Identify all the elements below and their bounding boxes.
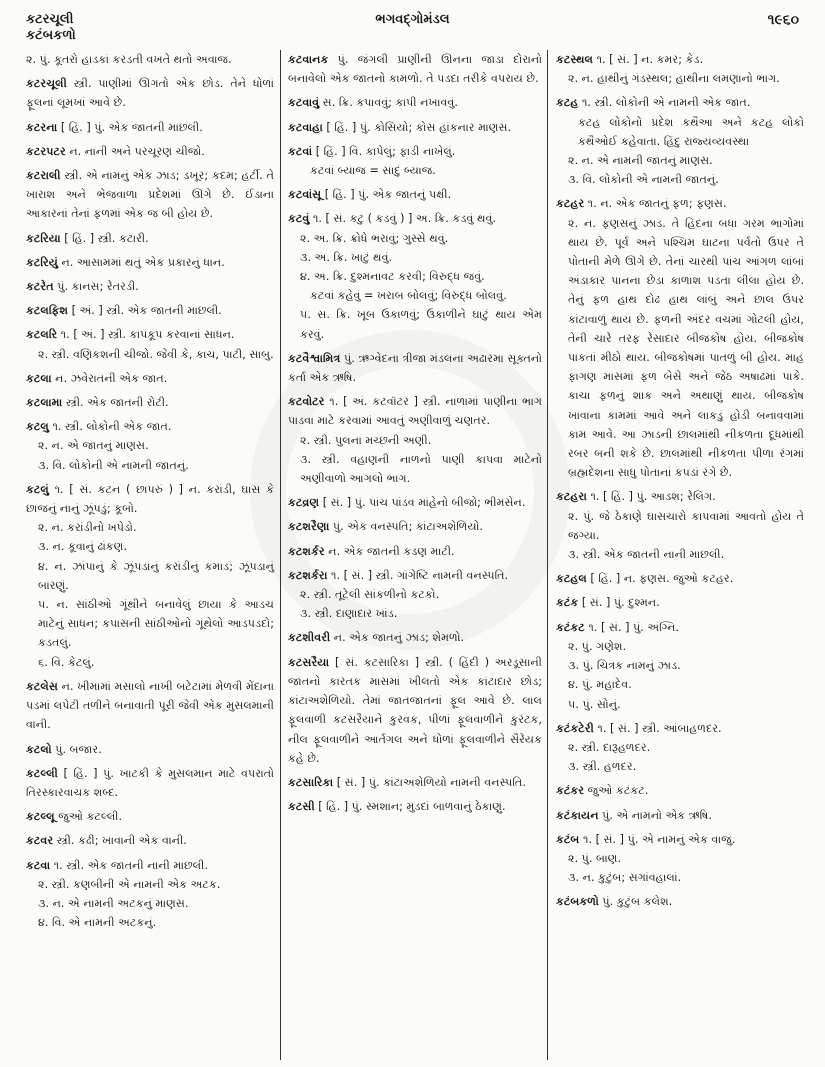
- definition-text: [ હિં. ] પું. એક જાતનું પક્ષી.: [324, 188, 452, 202]
- sense-line: [556, 637, 804, 656]
- sense-line: [556, 656, 804, 675]
- dictionary-entry: [26, 764, 274, 802]
- dictionary-entry: [556, 50, 804, 88]
- sense-line: [288, 431, 542, 450]
- sense-line: [288, 653, 542, 768]
- dictionary-entry: [288, 542, 542, 561]
- definition-text: [ અં. ] સ્ત્રી. એક જાતની માછલી.: [71, 304, 222, 318]
- dictionary-entry: [288, 628, 542, 647]
- sense-line: [26, 653, 274, 672]
- dictionary-entry: [26, 301, 274, 320]
- headword: કટલ્લૂ: [26, 810, 55, 824]
- sense-line: [26, 894, 274, 913]
- sense-line: [288, 267, 542, 286]
- definition-text: ૧. [ સં. કટન ( છાપરું ) ] ન. કરાંડી, ઘાસ કે છાજનું નાનું ઝૂંપડું; કૂબો.: [26, 482, 274, 516]
- dictionary-entry: [556, 194, 804, 482]
- headword: કટંકર: [556, 784, 585, 798]
- dictionary-entry: [556, 569, 804, 588]
- dictionary-entry: [288, 185, 542, 204]
- definition-text: ૫. ન. સાંઠીઓ ગૂંથીને બનાવેલું છાયા કે આડચ માટેનું સાધન; કપાસની સાંઠીઓનો ગૂંથેલો આડપડદો; કડતલું.: [38, 598, 274, 650]
- definition-text: ૨. સ્ત્રી. કણબીની એ નામની એક અટક.: [38, 877, 221, 891]
- sense-line: [288, 797, 542, 816]
- sense-line: [288, 93, 542, 112]
- definition-text: ૧. [ અં. ] સ્ત્રી. કાપકૂપ કરવાનાં સાધન.: [60, 328, 235, 342]
- sense-line: [556, 892, 804, 911]
- definition-text: ૫. સ. ક્રિ. ખૂબ ઉકાળવું; ઉકાળીને ઘાટું થાય એમ કરવું.: [300, 308, 542, 341]
- definition-text: કટવાં કહેવું = ખરાબ બોલવું; વિરુદ્ધ બોલવું.: [310, 289, 507, 303]
- sense-line: [556, 507, 804, 545]
- dictionary-entry: [288, 653, 542, 768]
- definition-text: જુઓ કટલ્લી.: [58, 810, 123, 824]
- dictionary-entry: [26, 325, 274, 363]
- definition-text: પું. કાનસ; રેતરડી.: [57, 280, 139, 294]
- definition-text: ૨. સ્ત્રી. પુલના મચ્છની અણી.: [300, 433, 432, 447]
- dictionary-entry: [288, 566, 542, 624]
- definition-text: ૨. અ. ક્રિ. ક્રોધે ભરાવું; ગુસ્સે થવું.: [300, 231, 449, 245]
- sense-line: [556, 695, 804, 714]
- sense-line: [288, 517, 542, 536]
- definition-text: સ્ત્રી. કઢી; ખાવાની એક વાની.: [56, 834, 187, 848]
- definition-text: [ સં. ] પું. કાંટાઅશેળિયો નામની વનસ્પતિ.: [336, 775, 526, 789]
- definition-text: [ હિં. ] પું. એક જાતની માછલી.: [60, 120, 203, 134]
- definition-text: પું. એક વનસ્પતિ; કાંટાઅશેળિયો.: [332, 520, 483, 534]
- definition-text: ૨. પું. ગણેશ.: [568, 639, 627, 653]
- dictionary-entry: [26, 831, 274, 850]
- definition-text: પું. કુટુંબ કલેશ.: [602, 895, 673, 909]
- definition-text: ૪. પું. મહાદેવ.: [568, 678, 632, 692]
- page-title: ભગવદ્ગોમંડલ: [375, 12, 450, 27]
- definition-text: ૨. સ્ત્રી. તૂટેલી સાંકળીનો કટકો.: [300, 588, 440, 602]
- definition-text: પું. ઋગ્વેદના ત્રીજા મંડલના અઢારમા સૂક્તનો કર્તા એક ઋષિ.: [288, 351, 542, 385]
- definition-text: ૨. સ્ત્રી. વણિકશની ચીજો. જેવી કે, કાચ, પાટી, સાબુ.: [38, 347, 274, 361]
- sense-line: [288, 142, 542, 161]
- definition-text: [ હિં. ] પું. કોસિયો; કોસ હાંકનાર માણસ.: [326, 120, 512, 134]
- headword: કટસરૈયા: [288, 655, 330, 669]
- dictionary-entry: [26, 166, 274, 224]
- sense-line: [288, 585, 542, 604]
- definition-text: ૩. ન. કુટુંબ; સગાંવહાલાં.: [568, 871, 682, 885]
- sense-line: [556, 170, 804, 189]
- definition-text: સ્ત્રી. એક જાતની રોટી.: [65, 396, 169, 410]
- definition-text: ન. ખીમામાં મસાલો નાખી બટેટામાં મેળવી મેંદાના પડમાં લપેટી તળીને બનાવાતી પૂરી જેવી એક મુસલમાની વાની.: [26, 679, 274, 732]
- sense-line: [288, 248, 542, 267]
- dictionary-entry: [26, 740, 274, 759]
- sense-line: [288, 118, 542, 137]
- sense-line: [556, 194, 804, 213]
- sense-line: [26, 369, 274, 388]
- dictionary-entry: [556, 93, 804, 189]
- page-header: [0, 8, 825, 48]
- definition-text: ૧. [ સં. ] પું. અગ્નિ.: [588, 620, 679, 634]
- headword: કટવાંસૂ: [288, 188, 322, 202]
- sense-line: [26, 856, 274, 875]
- sense-line: [26, 142, 274, 161]
- headword: કટલું: [26, 482, 49, 496]
- sense-line: [288, 542, 542, 561]
- headword: કટરચૂલી: [26, 77, 67, 91]
- usage-note: [288, 161, 542, 180]
- headword: કટલેસ: [26, 679, 58, 693]
- sense-line: [26, 595, 274, 653]
- definition-text: ૩. ન. કૂવાનું ઢાંકણ.: [38, 540, 128, 554]
- headword: કટવ્રણ: [288, 496, 320, 510]
- sense-line: [288, 773, 542, 792]
- definition-text: ૩. ન. એ નામની અટકનું માણસ.: [38, 896, 189, 910]
- definition-text: [ સં. ] પું. દુશ્મન.: [581, 596, 660, 610]
- definition-text: કટવાં બ્યાજ = સાદું બ્યાજ.: [310, 164, 436, 178]
- definition-text: પું. જંગલી પ્રાણીની ઊનના જાડા દોરાનો બનાવેલો એક જાતનો કામળો. તે પડદા તરીકે વપરાય છે.: [288, 53, 542, 86]
- dictionary-entry: [26, 807, 274, 826]
- dictionary-entry: [556, 830, 804, 888]
- definition-text: ૪. અ. ક્રિ. દુશ્મનાવટ કરવી; વિરુદ્ધ જવું.: [300, 270, 485, 284]
- headword: કટસારિકા: [288, 775, 334, 789]
- dictionary-entry: [288, 797, 542, 816]
- definition-text: ૬. વિ. કેટલું.: [38, 655, 95, 669]
- sense-line: [556, 757, 804, 776]
- headword: કટહલ: [556, 572, 587, 586]
- sense-line: [26, 229, 274, 248]
- definition-text: ૨. ન. હાથીનું ગંડસ્થલ; હાથીના લમણાનો ભાગ.: [568, 72, 780, 86]
- definition-text: ૨. પું. બાણ.: [568, 851, 622, 865]
- dictionary-entry: [288, 517, 542, 536]
- column-3: [556, 50, 804, 917]
- definition-text: ૨. પું. જે ઠેકાણે ઘાસચારો કાપવામાં આવતો હોય તે જગ્યા.: [568, 509, 804, 542]
- headword: કટલામા: [26, 396, 63, 410]
- dictionary-entry: [288, 493, 542, 512]
- sense-line: [288, 209, 542, 228]
- dictionary-entry: [288, 118, 542, 137]
- dictionary-entry: [288, 50, 542, 88]
- column-divider: [547, 50, 548, 1060]
- definition-text: ન. નાની અને પરચૂરણ ચીજો.: [69, 144, 205, 158]
- headword: કટવર: [26, 834, 54, 848]
- headword: કટહરા: [556, 490, 587, 504]
- headword: કટશર્કર: [288, 544, 325, 558]
- dictionary-entry: [26, 253, 274, 272]
- sense-line: [26, 74, 274, 112]
- definition-text: સ્ત્રી. પાણીમાં ઊગતો એક છોડ. તેને ધોળાં ફૂલનાં લૂમખાં આવે છે.: [26, 77, 274, 110]
- sense-line: [288, 604, 542, 623]
- definition-text: ન. એક જાતની કડણ માટી.: [328, 544, 455, 558]
- sense-line: [556, 545, 804, 564]
- dictionary-entry: [556, 593, 804, 612]
- headword: કટવા: [26, 858, 51, 872]
- definition-text: કટહ લોકોનો પ્રદેશ કથૈઆ અને કટહ લોકો કથૈઓઈ કહેવાતા. હિંદુ રાજ્યવ્યવસ્થા: [578, 115, 804, 148]
- sense-line: [26, 677, 274, 735]
- sense-line: [26, 537, 274, 556]
- definition-text: ૨. પું. કૂતરો હાડકાં કરડતી વખતે થતો અવાજ.: [26, 53, 232, 66]
- sense-line: [288, 628, 542, 647]
- definition-text: ૧. [ સં. કટુ ( કડવું ) ] અ. ક્રિ. કડવું થવું.: [312, 212, 497, 226]
- definition-text: [ હિં. ] પું. ખાટકી કે મુસલમાન માટે વપરાતો તિરસ્કારવાચક શબ્દ.: [26, 766, 274, 799]
- sense-line: [556, 675, 804, 694]
- sense-line: [26, 325, 274, 344]
- definition-text: ૧. સ્ત્રી. લોકોની એ નામની એક જાત.: [581, 96, 751, 110]
- definition-text: જુઓ કટંકટ.: [587, 784, 649, 798]
- definition-text: ૪. વિ. એ નામની અટકનું.: [38, 916, 157, 930]
- sense-line: [288, 349, 542, 387]
- headword: કટંકાયન: [556, 808, 599, 822]
- sense-line: [26, 166, 274, 224]
- sense-line: [556, 830, 804, 849]
- dictionary-entry: [26, 677, 274, 735]
- column-divider: [280, 50, 281, 1060]
- headword: કટંબકળો: [556, 895, 599, 909]
- definition-text: સ્ત્રી. એ નામનું એક ઝાડ; ડખૂર; કદમ; હર્ટી. તે ખારાશ અને ભેજવાળા પ્રદેશમાં ઊગે છે. ઈંડાના આકારનાં તેનાં ફળમાં એક જ બી હોય છે.: [26, 169, 274, 221]
- headword: કટવાહા: [288, 120, 323, 134]
- headword: કટંકટ: [556, 620, 585, 634]
- sense-line: [556, 569, 804, 588]
- headword: કટવૈશ્વામિત્ર: [288, 351, 341, 365]
- sense-line: [26, 480, 274, 518]
- dictionary-entry: [556, 806, 804, 825]
- sense-line: [26, 518, 274, 537]
- definition-text: ૨. ન. ફણસનું ઝાડ. તે હિંદના બધા ગરમ ભાગોમાં થાય છે. પૂર્વ અને પશ્ચિમ ઘાટના પર્વતો ઉપર તે પોતાની મેળે ઊગે છે. તેનાં ચારથી પાંચ આંગળ લાંબાં અંડાકાર પાનના છેડા કાળાશ પડતા લીલા હોય છે. તેનું ફળ હાથ દોઢ હાથ લાંબું અને છાલ ઉપર કાંટાવાળું થાય છે. ફળની અંદર વચમાં ગોટલી હોય, તેની ચારે તરફ રેસાદાર બીજકોષ હોય. બીજકોષ પાકતાં મીઠો થાય. બીજકોષમાં પાતળું બી હોય. માહ ફાગણ માસમાં ફળ બેસે અને જેઠ અષાઢમાં પાકે. કાચા ફળનું શાક અને અથાણું થાય. બીજકોષ ખાવાના કામમાં આવે અને લાકડું હોડી બનાવવામાં કામ આવે. આ ઝાડની છાલમાંથી નીકળતા દૂધમાંથી રબર બની શકે છે. છાલમાંથી નીકળતા પીળા રંગમાં બ્રહ્મદેશના સાધુ પોતાનાં કપડાં રંગે છે.: [568, 216, 804, 480]
- definition-text: ૨. ન. એ નામની જાતનું માણસ.: [568, 154, 713, 168]
- definition-text: ૪. ન. ઝાંપાનું કે ઝૂંપડાનું કરાંડીનું કમાડ; ઝૂંપડાનું બારણું.: [38, 559, 274, 592]
- definition-text: ૧. ન. એક જાતનું ફળ; ફણસ.: [587, 197, 727, 211]
- definition-text: ૩. સ્ત્રી. હળદર.: [568, 760, 637, 774]
- headword: કટરના: [26, 120, 58, 134]
- definition-text: ૩. વિ. લોકોની એ નામની જાતનું.: [568, 173, 719, 187]
- dictionary-entry: [26, 417, 274, 475]
- sense-line: [26, 253, 274, 272]
- definition-text: ૧. [ અં. કટવૉટર ] સ્ત્રી. નાળામાં પાણીના ભાગ પાડવા માટે કરવામાં આવતું અણીવાળું ચણતર.: [288, 395, 542, 428]
- dictionary-entry: [556, 719, 804, 777]
- headword: કટલ્લી: [26, 766, 58, 780]
- sense-line: [288, 50, 542, 88]
- sense-line: [26, 740, 274, 759]
- usage-note: [556, 113, 804, 151]
- headword: કટવાવું: [288, 96, 320, 110]
- definition-text: ૫. પું. સોનું.: [568, 697, 621, 711]
- definition-text: પું. બજાર.: [55, 742, 102, 756]
- guide-word-last: કટંબકળો: [26, 28, 76, 43]
- definition-text: ૩. અ. ક્રિ. ખાટું થવું.: [300, 250, 393, 264]
- headword: કટરપટર: [26, 144, 66, 158]
- sense-line: [26, 393, 274, 412]
- definition-text: ૧. [ સં. ] સ્ત્રી. આંબાહળદર.: [597, 721, 722, 735]
- headword: કટસી: [288, 800, 315, 814]
- dictionary-entry: [288, 349, 542, 387]
- dictionary-entry: [556, 781, 804, 800]
- definition-text: ૧. [ સં. ] પું. એ નામનું એક વાજું.: [582, 832, 736, 846]
- dictionary-entry: [556, 892, 804, 911]
- sense-line: [556, 593, 804, 612]
- sense-line: [288, 229, 542, 248]
- sense-line: [26, 277, 274, 296]
- dictionary-entry: [26, 142, 274, 161]
- sense-line: [288, 185, 542, 204]
- guide-word-first: કટરચૂલી: [26, 12, 74, 27]
- sense-line: [288, 493, 542, 512]
- sense-line: [556, 618, 804, 637]
- headword: કટલો: [26, 742, 52, 756]
- definition-text: ૧. સ્ત્રી. એક જાતની નાની માછલી.: [53, 858, 208, 872]
- headword: કટરેત: [26, 280, 54, 294]
- dictionary-entry: [556, 487, 804, 564]
- definition-text: ન. એક જાતનું ઝાડ; શેમળો.: [333, 631, 465, 645]
- definition-text: ૧. [ સં. ] સ્ત્રી. ગાંગેષ્ટિ નામની વનસ્પતિ.: [331, 568, 509, 582]
- dictionary-entry: [556, 618, 804, 714]
- sense-line: [288, 305, 542, 343]
- headword: કટશીવરી: [288, 631, 331, 645]
- headword: કટહર: [556, 197, 585, 211]
- headword: કટરાલી: [26, 169, 61, 183]
- headword: કટંકટેરી: [556, 721, 594, 735]
- dictionary-entry: [26, 74, 274, 112]
- definition-text: ૧. [ સં. ] ન. કમર; કેડ.: [596, 53, 704, 66]
- dictionary-entry: [26, 856, 274, 933]
- headword: કટવોટર: [288, 395, 325, 409]
- sense-line: [556, 214, 804, 483]
- sense-line: [556, 487, 804, 506]
- page-number: ૧૯૬૦: [767, 12, 799, 28]
- headword: કટલુ: [26, 420, 49, 434]
- headword: કટલા: [26, 371, 52, 385]
- sense-line: [26, 345, 274, 364]
- definition-text: ૨. સ્ત્રી. દારૂહળદર.: [568, 740, 651, 754]
- sense-line: [26, 875, 274, 894]
- dictionary-entry: [288, 392, 542, 488]
- sense-line: [26, 417, 274, 436]
- definition-text: [ સં. ] પું. પાંચ પાંડવ માંહેનો બીજો; ભીમસેન.: [322, 496, 526, 510]
- sense-line: [26, 301, 274, 320]
- dictionary-entry: [26, 229, 274, 248]
- sense-line: [556, 93, 804, 112]
- sense-line: [288, 450, 542, 488]
- sense-line: [26, 807, 274, 826]
- definition-text: ૩. સ્ત્રી. વહાણની નાળનો પાણી કાપવા માટેનો અણીવાળો આગલો ભાગ.: [300, 452, 542, 486]
- definition-text: પું. એ નામનો એક ઋષિ.: [602, 808, 712, 822]
- sense-line: [26, 436, 274, 455]
- sense-line: [26, 557, 274, 595]
- headword: કટહ: [556, 96, 579, 110]
- definition-text: ૧. [ હિં. ] પું. આડશ; રેલિંગ.: [590, 490, 716, 504]
- sense-line: [556, 849, 804, 868]
- dictionary-entry: [26, 277, 274, 296]
- headword: કટશરૈણા: [288, 520, 330, 534]
- usage-note: [288, 286, 542, 305]
- dictionary-entry: [288, 142, 542, 180]
- definition-text: ન. આસામમાં થતું એક પ્રકારનું ધાન.: [61, 255, 225, 269]
- dictionary-entry: [26, 480, 274, 672]
- headword: કટવું: [288, 212, 310, 226]
- headword: કટંબ: [556, 832, 580, 846]
- definition-text: સ. ક્રિ. કપાવવું; કાપી નખાવવું.: [322, 96, 458, 110]
- sense-line: [556, 69, 804, 88]
- sense-line: [26, 831, 274, 850]
- sense-line: [26, 913, 274, 932]
- dictionary-entry: [26, 369, 274, 388]
- dictionary-entry: [288, 773, 542, 792]
- headword: કટવાનક: [288, 53, 329, 66]
- definition-text: [ હિં. ] સ્ત્રી. કટારી.: [64, 231, 149, 245]
- sense-line: [556, 738, 804, 757]
- column-1: [26, 50, 274, 937]
- sense-line: [26, 456, 274, 475]
- sense-line: [26, 50, 274, 69]
- definition-text: ૧. સ્ત્રી. લોકોની એક જાત.: [52, 420, 172, 434]
- headword: કટવાં: [288, 144, 313, 158]
- dictionary-entry: [26, 118, 274, 137]
- dictionary-entry: [288, 209, 542, 343]
- headword: કટરિયું: [26, 255, 58, 269]
- sense-line: [288, 566, 542, 585]
- definition-text: ન. ઝવેરાતની એક જાત.: [55, 371, 168, 385]
- definition-text: ૩. વિ. લોકોની એ નામની જાતનું.: [38, 458, 189, 472]
- definition-text: ૨. ન. એ જાતનું માણસ.: [38, 439, 149, 453]
- headword: કટલરિ: [26, 328, 58, 342]
- dictionary-entry: [26, 50, 274, 69]
- definition-text: [ સં. કટસારિકા ] સ્ત્રી. ( હિંદી ) અરડૂસાની જાતનો કારતક માસમાં ખીલતો એક કાંટાદાર છોડ; કાંટાઅશેળિયો. તેમાં જાતજાતનાં ફૂલ આવે છે. લાલ ફૂલવાળી કટસરૈયાને કુરવક, પીળાં ફૂલવાળીને કુરંટક, નીલ ફૂલવાળીને આર્તગલ અને ધોળાં ફૂલવાળીને સૈરેયક કહે છે.: [288, 655, 543, 765]
- dictionary-entry: [26, 393, 274, 412]
- definition-text: ૩. પું. ચિત્રક નામનું ઝાડ.: [568, 659, 681, 673]
- definition-text: [ હિં. ] વિ. કાપેલું; ફાડી નાખેલું.: [315, 144, 456, 158]
- dictionary-entry: [288, 93, 542, 112]
- sense-line: [556, 50, 804, 69]
- definition-text: ૩. સ્ત્રી. દાણાદાર ખાંડ.: [300, 607, 398, 621]
- sense-line: [556, 781, 804, 800]
- sense-line: [556, 806, 804, 825]
- definition-text: [ હિં. ] ન. ફણસ. જુઓ કટહર.: [590, 572, 734, 586]
- definition-text: ૨. ન. કરાંડીનો ખપેડો.: [38, 521, 137, 535]
- sense-line: [556, 151, 804, 170]
- headword: કટરિયા: [26, 231, 61, 245]
- headword: કટંક: [556, 596, 579, 610]
- definition-text: [ હિં. ] પું. સ્મશાન; મુડદાં બાળવાનું ઠેકાણું.: [318, 800, 506, 814]
- sense-line: [26, 764, 274, 802]
- sense-line: [556, 868, 804, 887]
- sense-line: [556, 719, 804, 738]
- definition-text: ૩. સ્ત્રી. એક જાતની નાની માછલી.: [568, 548, 725, 562]
- headword: કટલફિશ: [26, 304, 69, 318]
- sense-line: [288, 392, 542, 430]
- column-2: [288, 50, 542, 821]
- sense-line: [26, 118, 274, 137]
- headword: કટશર્કરા: [288, 568, 328, 582]
- headword: કટસ્થલ: [556, 53, 593, 66]
